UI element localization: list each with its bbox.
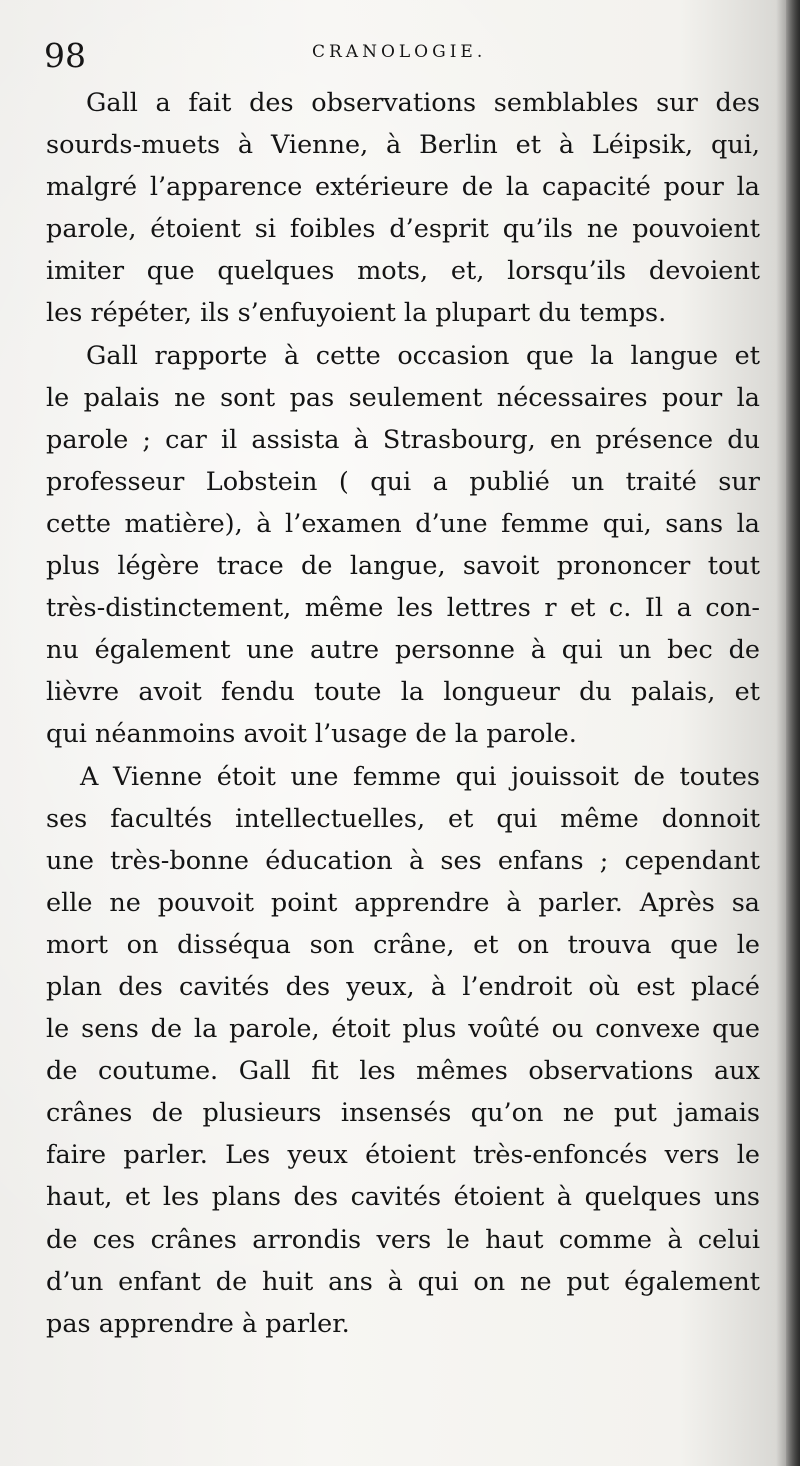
text-line: mort on disséqua son crâne, et on trouva que le (46, 929, 760, 960)
text-line: d’un enfant de huit ans à qui on ne put également (46, 1266, 760, 1297)
text-line: elle ne pouvoit point apprendre à parler. Après sa (46, 887, 760, 918)
text-line: malgré l’apparence extérieure de la capacité pour la (46, 172, 760, 203)
text-line: nu également une autre personne à qui un bec de (46, 635, 760, 666)
text-line: les répéter, ils s’enfuyoient la plupart du temps. (46, 298, 667, 329)
text-line: sourds-muets à Vienne, à Berlin et à Léipsik, qui, (46, 130, 760, 161)
text-line: le palais ne sont pas seulement nécessaires pour la (46, 382, 760, 413)
text-line: qui néanmoins avoit l’usage de la parole. (46, 719, 577, 750)
running-title: CRANOLOGIE. (312, 42, 487, 62)
text-line: Gall rapporte à cette occasion que la langue et (86, 340, 760, 371)
page-number: 98 (44, 36, 86, 75)
text-line: plan des cavités des yeux, à l’endroit où est placé (46, 971, 760, 1002)
text-line: de coutume. Gall fit les mêmes observations aux (46, 1056, 760, 1087)
text-line: pas apprendre à parler. (46, 1308, 350, 1339)
text-line: une très-bonne éducation à ses enfans ; cependant (46, 845, 760, 876)
text-line: crânes de plusieurs insensés qu’on ne put jamais (46, 1098, 760, 1129)
page-header (44, 30, 764, 80)
text-line: plus légère trace de langue, savoit prononcer tout (46, 551, 760, 582)
text-line: parole, étoient si foibles d’esprit qu’ils ne pouvoient (46, 214, 760, 245)
body-text (46, 82, 760, 1345)
text-line: haut, et les plans des cavités étoient à quelques uns (46, 1182, 760, 1213)
text-line: cette matière), à l’examen d’une femme qui, sans la (46, 508, 760, 539)
text-line: le sens de la parole, étoit plus voûté ou convexe que (46, 1014, 760, 1045)
text-line: Gall a fait des observations semblables sur des (86, 88, 760, 118)
text-line: parole ; car il assista à Strasbourg, en présence du (46, 424, 760, 455)
text-line: ses facultés intellectuelles, et qui même donnoit (46, 803, 760, 834)
text-line: de ces crânes arrondis vers le haut comme à celui (46, 1224, 760, 1255)
text-line: faire parler. Les yeux étoient très-enfoncés vers le (46, 1140, 760, 1171)
page-gutter-shadow (786, 0, 800, 1466)
text-line: lièvre avoit fendu toute la longueur du palais, et (46, 677, 760, 708)
text-line: A Vienne étoit une femme qui jouissoit de toutes (80, 761, 760, 792)
text-line: très-distinctement, même les lettres r et c. Il a con- (46, 593, 760, 624)
text-line: professeur Lobstein ( qui a publié un traité sur (46, 466, 760, 497)
text-line: imiter que quelques mots, et, lorsqu’ils devoient (46, 256, 760, 287)
